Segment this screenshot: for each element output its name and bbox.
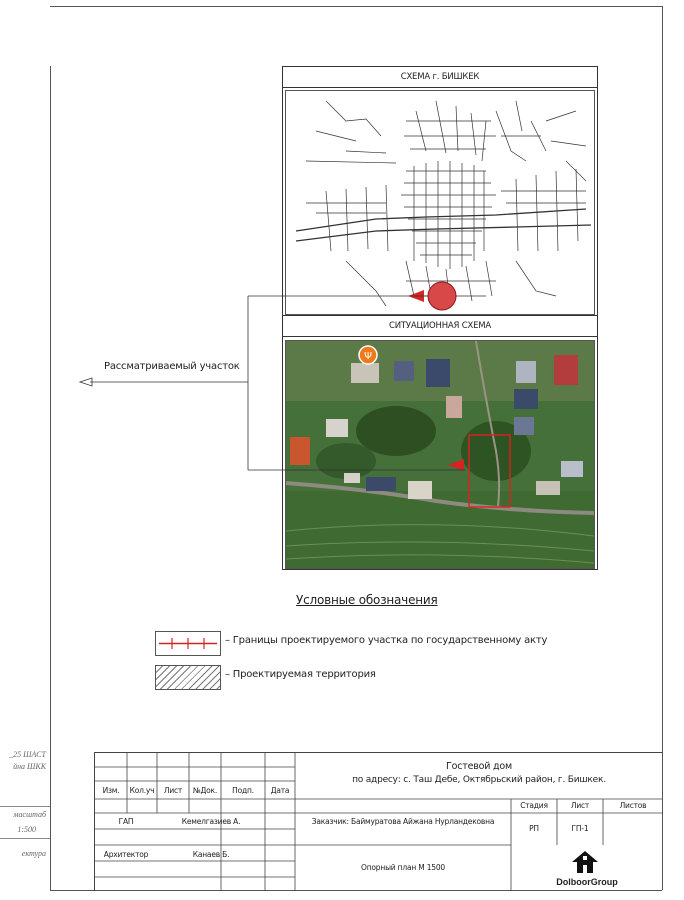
sheets-header: Листов	[619, 801, 647, 810]
stage-header: Стадия	[520, 801, 548, 810]
company-name: DolboorGroup	[556, 877, 618, 887]
legend-boundary-symbol	[155, 631, 221, 656]
rev-header-data: Дата	[270, 786, 290, 795]
rev-header-ndok: №Док.	[192, 786, 218, 795]
stamp-line1: _25 ШАСТ	[9, 750, 46, 759]
svg-text:Ψ: Ψ	[364, 351, 372, 362]
arch-name: Канаев Б.	[192, 850, 230, 859]
project-address: по адресу: с. Таш Дебе, Октябрьский район, г. Бишкек.	[352, 775, 606, 785]
company-logo-icon	[571, 850, 599, 874]
sheet-header: Лист	[570, 801, 590, 810]
sheet-name: Опорный план М 1500	[361, 863, 445, 872]
legend-hatch-symbol	[155, 665, 221, 690]
sheet-value: ГП-1	[571, 824, 589, 833]
rev-header-koluch: Кол.уч	[129, 786, 155, 795]
rev-header-podp: Подп.	[232, 786, 254, 795]
rev-header-izm: Изм.	[102, 786, 120, 795]
rev-header-list: Лист	[163, 786, 183, 795]
stage-value: РП	[529, 824, 539, 833]
stamp-role: ектура	[21, 849, 46, 858]
callout-label: Рассматриваемый участок	[104, 361, 240, 372]
legend-title: Условные обозначения	[296, 593, 438, 607]
situation-caption: СИТУАЦИОННАЯ СХЕМА	[283, 315, 597, 337]
customer: Заказчик: Баймуратова Айжана Нурландековна	[311, 817, 495, 826]
stamp-line2: йна ШКК	[13, 762, 46, 771]
city-caption: СХЕМА г. БИШКЕК	[283, 67, 597, 88]
arch-label: Архитектор	[103, 850, 149, 859]
legend-hatch-text: – Проектируемая территория	[225, 669, 376, 680]
gap-name: Кемелгазиев А.	[181, 817, 241, 826]
gap-label: ГАП	[118, 817, 134, 826]
legend-boundary-text: – Границы проектируемого участка по государственному акту	[225, 635, 548, 646]
project-title: Гостевой дом	[446, 761, 512, 772]
stamp-scale-label: масштаб	[13, 810, 46, 819]
title-block	[94, 752, 663, 891]
stamp-scale-value: 1:500	[17, 825, 36, 834]
